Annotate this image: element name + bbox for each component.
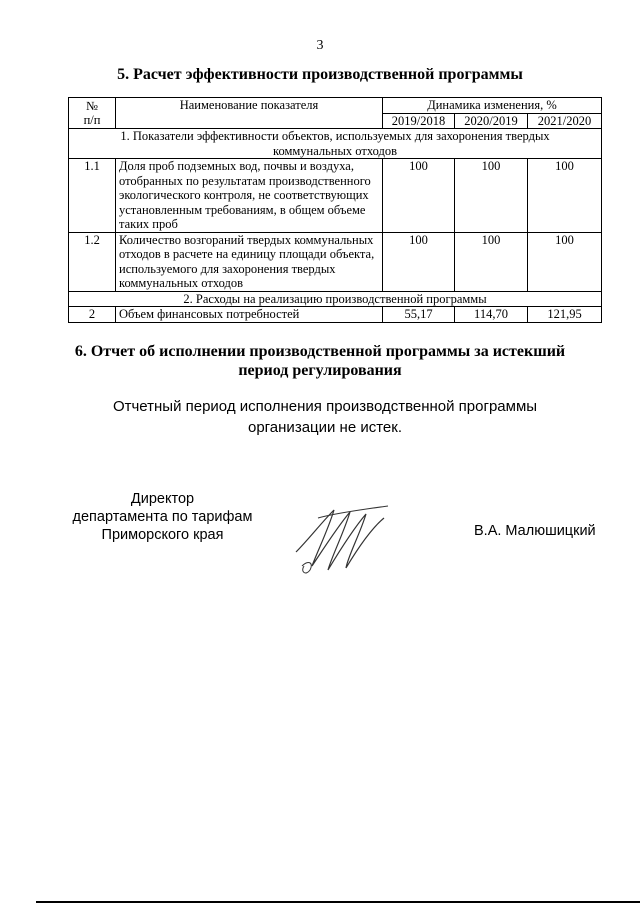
row-value: 55,17 xyxy=(383,307,455,323)
section-5-title: 5. Расчет эффективности производственной программы xyxy=(117,66,523,83)
report-text: Отчетный период исполнения производственной программы организации не истек. xyxy=(112,398,538,436)
column-header-period: 2021/2020 xyxy=(528,113,602,129)
row-value: 100 xyxy=(528,232,602,291)
row-value: 100 xyxy=(383,159,455,233)
table-row xyxy=(69,232,602,291)
row-value: 121,95 xyxy=(528,307,602,323)
table-header-row xyxy=(69,98,602,114)
row-name: Количество возгораний твердых коммунальных отходов в расчете на единицу площади объекта, используемого для захоронения твердых коммунальных отходов xyxy=(116,232,383,291)
row-num: 1.2 xyxy=(69,232,116,291)
signer-name: В.А. Малюшицкий xyxy=(474,523,596,539)
table-row xyxy=(69,159,602,233)
signer-position: Директор департамента по тарифам Приморского края xyxy=(72,491,253,543)
table-row xyxy=(69,307,602,323)
column-header-num: № п/п xyxy=(69,98,116,129)
row-name: Доля проб подземных вод, почвы и воздуха, отобранных по результатам производственного экологического контроля, не соответствующих установленным требованиям, в общем объеме таких проб xyxy=(116,159,383,233)
row-value: 100 xyxy=(455,159,528,233)
row-value: 100 xyxy=(383,232,455,291)
column-header-dynamics: Динамика изменения, % xyxy=(383,98,602,114)
table-group-row xyxy=(69,291,602,307)
column-header-period: 2020/2019 xyxy=(455,113,528,129)
section-6-title: 6. Отчет об исполнении производственной программы за истекший период регулирования xyxy=(74,343,566,379)
table-group-row xyxy=(69,129,602,159)
group-1-title: 1. Показатели эффективности объектов, используемых для захоронения твердых коммунальных отходов xyxy=(69,129,602,159)
efficiency-table xyxy=(68,97,602,323)
page-number: 3 xyxy=(316,38,324,53)
row-num: 1.1 xyxy=(69,159,116,233)
page-bottom-edge xyxy=(36,901,640,903)
handwritten-signature xyxy=(288,500,398,580)
row-value: 100 xyxy=(455,232,528,291)
row-value: 100 xyxy=(528,159,602,233)
row-name: Объем финансовых потребностей xyxy=(116,307,383,323)
column-header-period: 2019/2018 xyxy=(383,113,455,129)
column-header-name: Наименование показателя xyxy=(116,98,383,129)
group-2-title: 2. Расходы на реализацию производственной программы xyxy=(69,291,602,307)
row-num: 2 xyxy=(69,307,116,323)
row-value: 114,70 xyxy=(455,307,528,323)
